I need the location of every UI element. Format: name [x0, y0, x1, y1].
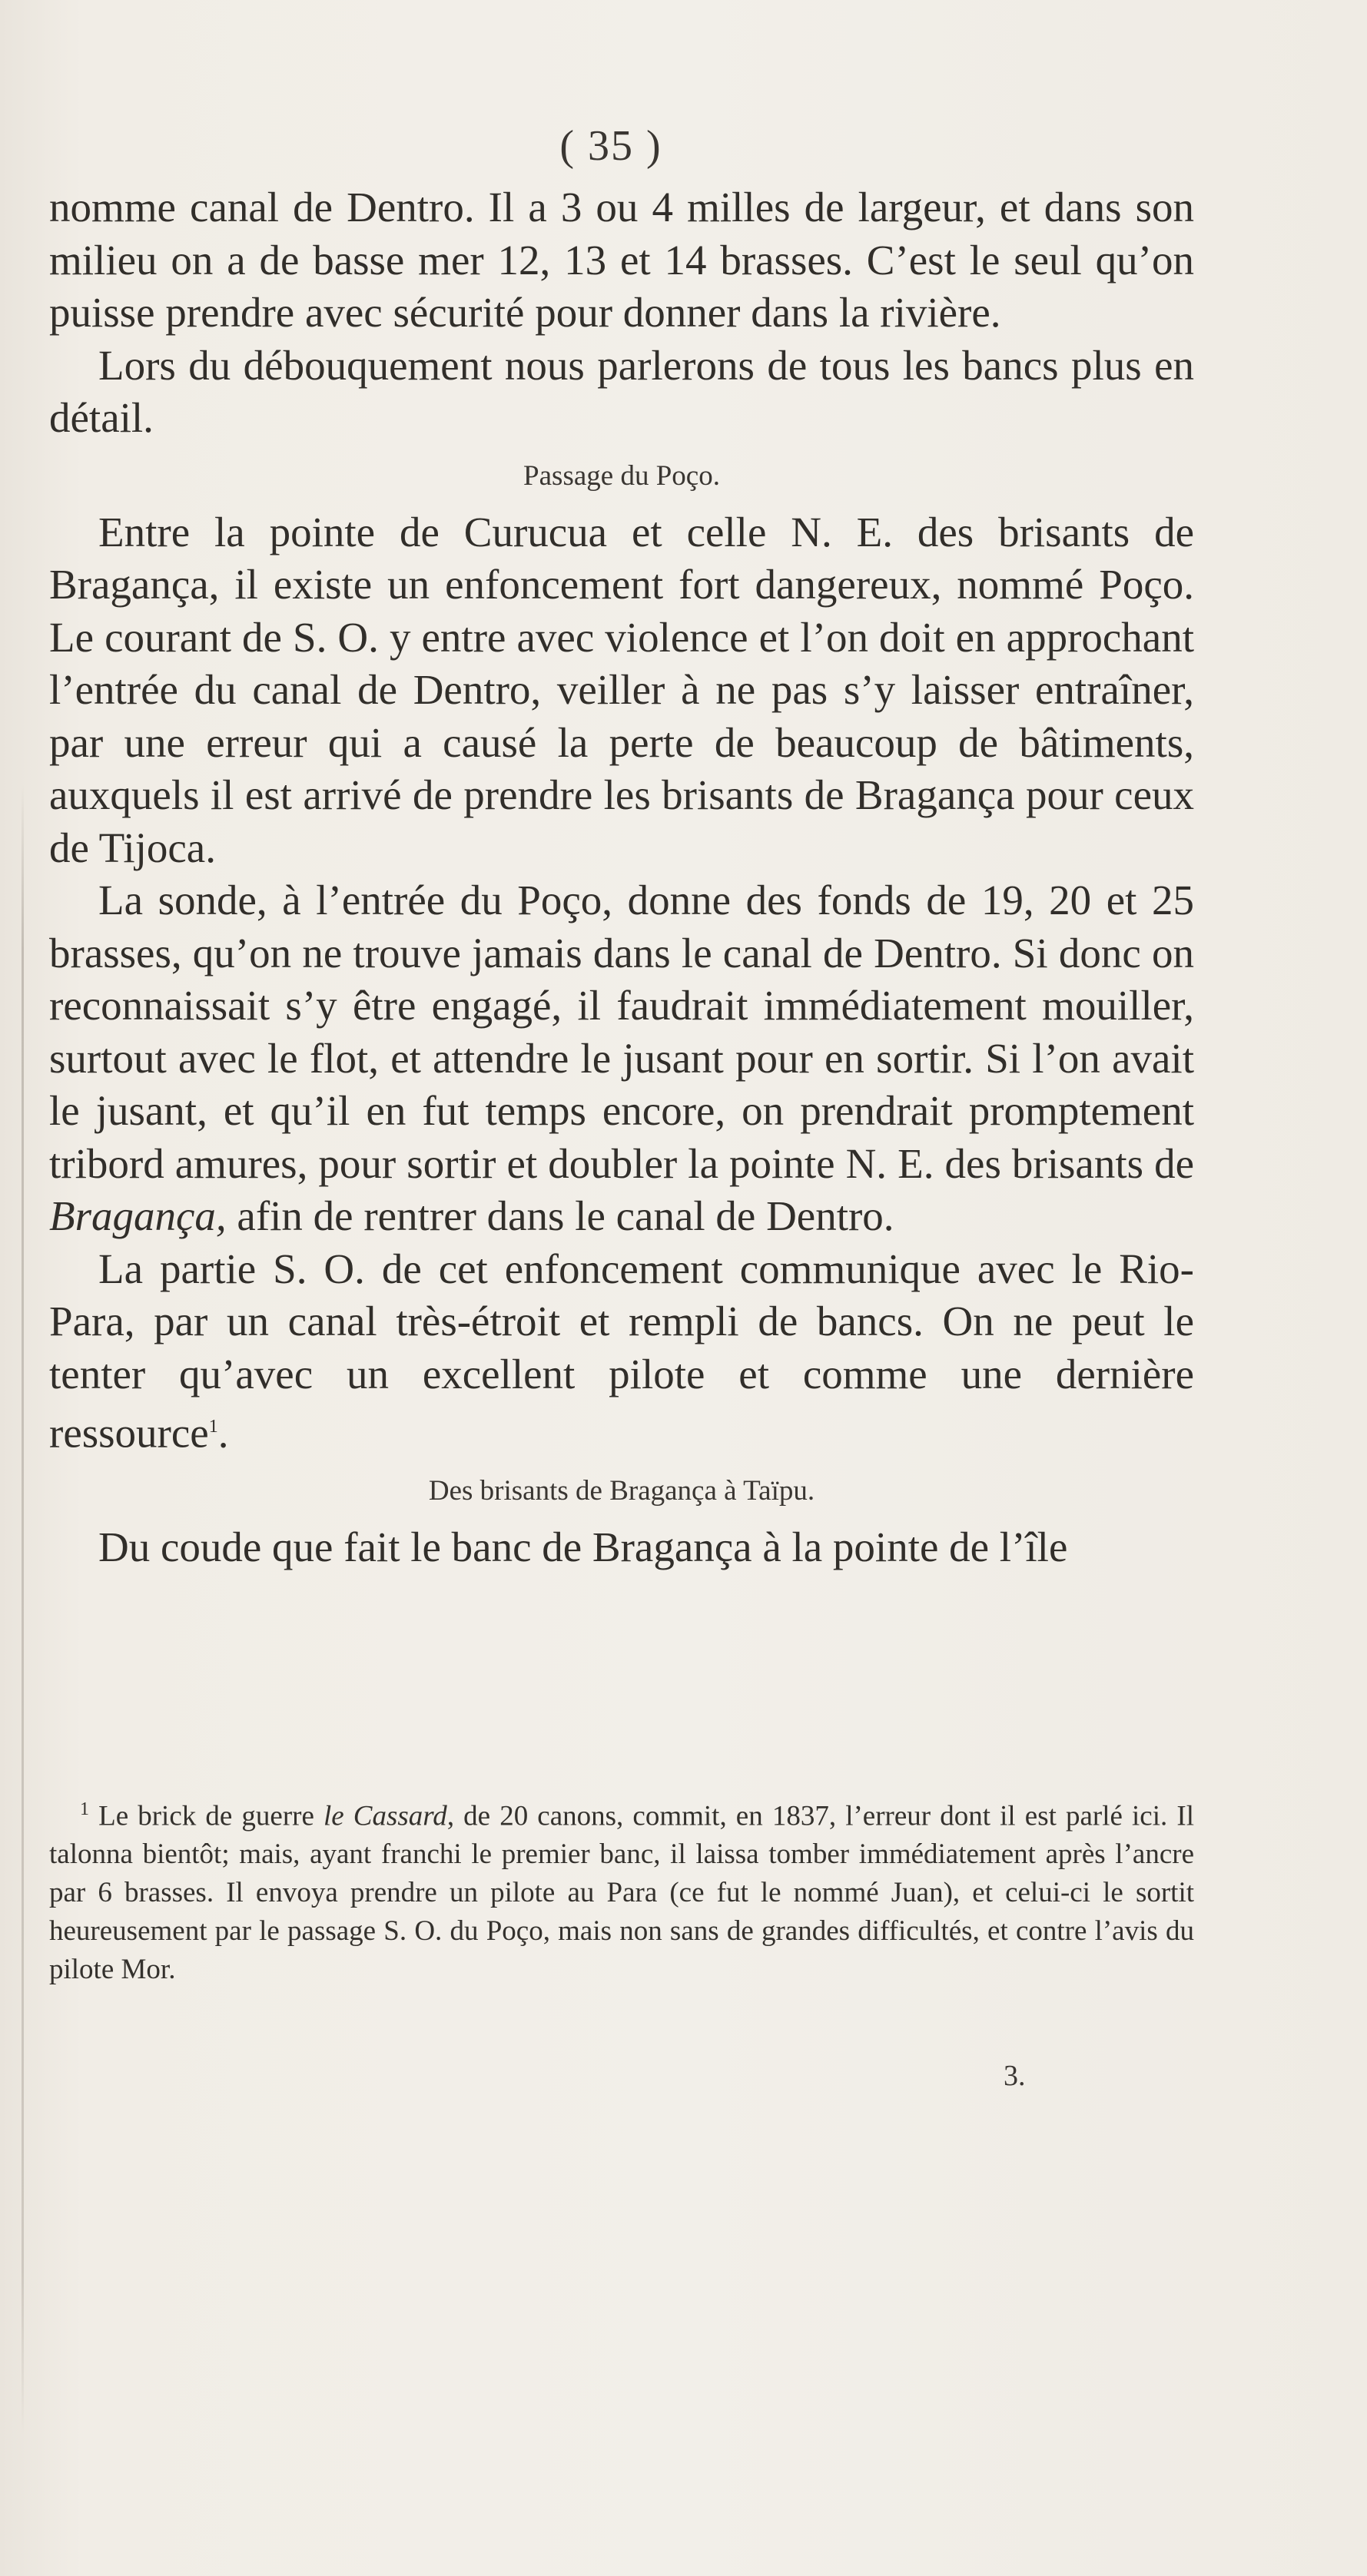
footnote-text — [49, 1790, 1194, 1989]
section-heading: Des brisants de Bragança à Taïpu. — [428, 1474, 815, 1507]
footnote-reference: 1 — [208, 1417, 218, 1437]
section-heading: Passage du Poço. — [523, 459, 720, 492]
footnote-segment: , de 20 canons, commit, en 1837, l’erreur dont il est parlé ici. Il talonna bientôt; mais, ayant franchi le premier banc, il laissa tomber immédiatement après l’ancre par 6 brasses. Il envoya prendre un pilote au Para (ce fut le nommé Juan), et celui-ci le sortit heureusement par le passage S. O. du Poço, mais non sans de grandes difficultés, et contre l’avis du pilote Mor. — [49, 1800, 1194, 1986]
paragraph: Lors du débouquement nous parlerons de tous les bancs plus en détail. — [49, 341, 1194, 441]
paragraph-text: . — [217, 1409, 229, 1457]
page-number: ( 35 ) — [559, 122, 662, 170]
paragraph: nomme canal de Dentro. Il a 3 ou 4 milles de largeur, et dans son milieu on a de basse mer 12, 13 et 14 brasses. C’est le seul qu’on puisse prendre avec sécurité pour donner dans la rivière. — [49, 184, 1194, 336]
paragraph-text: afin de rentrer dans le canal de Dentro. — [226, 1192, 894, 1239]
place-name-italic: Bragança, — [49, 1192, 227, 1239]
binding-shadow — [22, 784, 24, 2435]
paragraph — [49, 874, 1194, 1243]
paragraph-text: La sonde, à l’entrée du Poço, donne des fonds de 19, 20 et 25 brasses, qu’on ne trouve jamais dans le canal de Dentro. Si donc on reconnaissait s’y être engagé, il faudrait immédiatement mouiller, surtout avec le flot, et attendre le jusant pour en sortir. Si l’on avait le jusant, et qu’il en fut temps encore, on prendrait promptement tribord amures, pour sortir et doubler la pointe N. E. des brisants de — [49, 877, 1194, 1187]
footnote — [49, 1790, 1194, 1989]
signature-mark: 3. — [1004, 2060, 1026, 2092]
ship-name-italic: le Cassard — [324, 1800, 447, 1832]
paragraph: Du coude que fait le banc de Bragança à la pointe de l’île — [98, 1523, 1068, 1570]
main-text — [49, 181, 1194, 1573]
footnote-segment: Le brick de guerre — [89, 1800, 324, 1832]
paragraph: Entre la pointe de Curucua et celle N. E. des brisants de Bragança, il existe un enfoncement fort dangereux, nommé Poço. Le courant de S. O. y entre avec violence et l’on doit en approchant l’entrée du canal de Dentro, veiller à ne pas s’y laisser entraîner, par une erreur qui a causé la perte de beaucoup de bâtiments, auxquels il est arrivé de prendre les brisants de Bragança pour ceux de Tijoca. — [49, 508, 1194, 871]
footnote-mark: 1 — [80, 1799, 89, 1819]
paragraph-text: La partie S. O. de cet enfoncement communique avec le Rio-Para, par un canal très-étroit et rempli de bancs. On ne peut le tenter qu’avec un excellent pilote et comme une dernière ressource — [49, 1245, 1194, 1457]
paragraph — [49, 1243, 1194, 1460]
